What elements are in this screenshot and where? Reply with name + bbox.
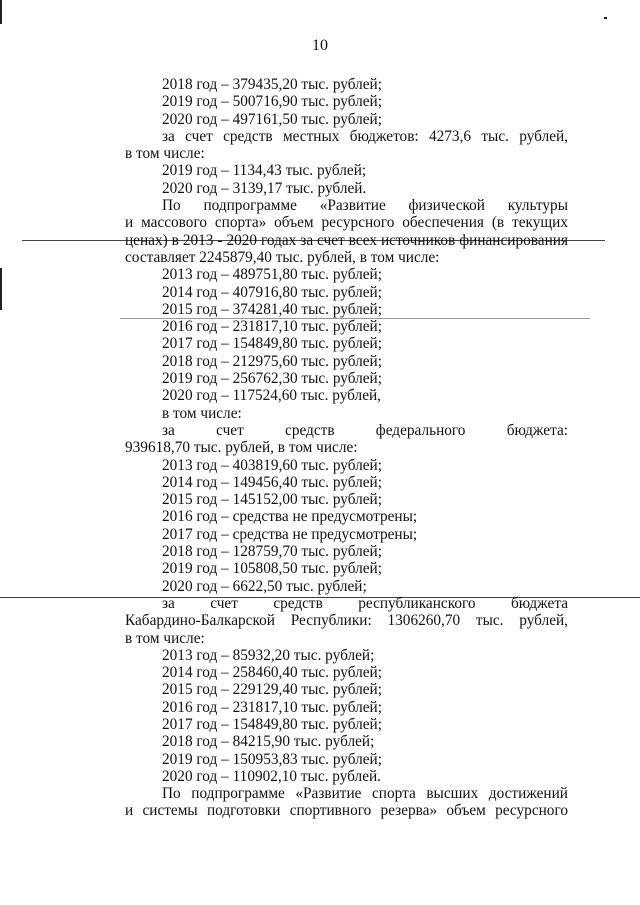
text-line: 2020 год – 497161,50 тыс. рублей; [162, 110, 382, 128]
text-line: 939618,70 тыс. рублей, в том числе: [125, 439, 358, 457]
text-line: 2013 год – 489751,80 тыс. рублей; [162, 266, 382, 284]
text-line: 2019 год – 256762,30 тыс. рублей; [162, 370, 382, 388]
scan-edge-mark-middle [0, 268, 2, 310]
text-line: 2018 год – 84215,90 тыс. рублей; [162, 733, 375, 751]
text-line: 2017 год – 154849,80 тыс. рублей; [162, 715, 382, 733]
text-line: 2015 год – 374281,40 тыс. рублей; [162, 300, 382, 318]
text-line: ценах) в 2013 - 2020 годах за счет всех источников финансирования [125, 231, 568, 249]
text-line: 2018 год – 379435,20 тыс. рублей; [162, 76, 382, 93]
text-line: составляет 2245879,40 тыс. рублей, в том числе: [125, 248, 440, 266]
text-line: 2015 год – 229129,40 тыс. рублей; [162, 681, 382, 699]
text-line: за счет средств федерального бюджета: [162, 421, 568, 439]
text-line: 2019 год – 500716,90 тыс. рублей; [162, 93, 382, 111]
text-line: за счет средств местных бюджетов: 4273,6 тыс. рублей, [162, 127, 568, 145]
scan-edge-mark-top [0, 0, 2, 24]
text-line: 2014 год – 407916,80 тыс. рублей; [162, 283, 382, 301]
page-number: 10 [312, 37, 328, 54]
text-line: 2013 год – 85932,20 тыс. рублей; [162, 646, 375, 664]
text-line: 2017 год – 154849,80 тыс. рублей; [162, 335, 382, 353]
text-line: 2014 год – 149456,40 тыс. рублей; [162, 473, 382, 491]
text-line: 2016 год – средства не предусмотрены; [162, 508, 418, 526]
text-line: По подпрограмме «Развитие физической культуры [162, 197, 568, 215]
scan-dot-top-right [604, 17, 607, 19]
text-line: в том числе: [162, 404, 242, 422]
text-line: 2017 год – средства не предусмотрены; [162, 525, 418, 543]
text-line: 2018 год – 128759,70 тыс. рублей; [162, 543, 382, 561]
text-line: 2014 год – 258460,40 тыс. рублей; [162, 664, 382, 682]
text-line: 2018 год – 212975,60 тыс. рублей; [162, 352, 382, 370]
text-line: 2020 год – 110902,10 тыс. рублей. [162, 767, 381, 785]
text-line: 2015 год – 145152,00 тыс. рублей; [162, 491, 382, 509]
text-line: По подпрограмме «Развитие спорта высших достижений [162, 785, 568, 803]
text-line: 2013 год – 403819,60 тыс. рублей; [162, 456, 382, 474]
text-line: за счет средств республиканского бюджета [162, 594, 568, 612]
text-line: в том числе: [125, 145, 205, 163]
text-line: 2020 год – 3139,17 тыс. рублей. [162, 179, 367, 197]
text-line: Кабардино-Балкарской Республики: 1306260,70 тыс. рублей, [125, 612, 568, 630]
text-line: и системы подготовки спортивного резерва» объем ресурсного [125, 802, 568, 820]
text-line: 2020 год – 117524,60 тыс. рублей, [162, 387, 381, 405]
text-line: 2019 год – 1134,43 тыс. рублей; [162, 162, 367, 180]
text-line: и массового спорта» объем ресурсного обеспечения (в текущих [125, 214, 568, 232]
text-line: 2016 год – 231817,10 тыс. рублей; [162, 318, 382, 336]
text-line: 2016 год – 231817,10 тыс. рублей; [162, 698, 382, 716]
text-line: 2019 год – 105808,50 тыс. рублей; [162, 560, 382, 578]
text-line: 2019 год – 150953,83 тыс. рублей; [162, 750, 382, 768]
text-line: в том числе: [125, 629, 205, 647]
text-line: 2020 год – 6622,50 тыс. рублей; [162, 577, 367, 595]
document-body [125, 76, 568, 820]
